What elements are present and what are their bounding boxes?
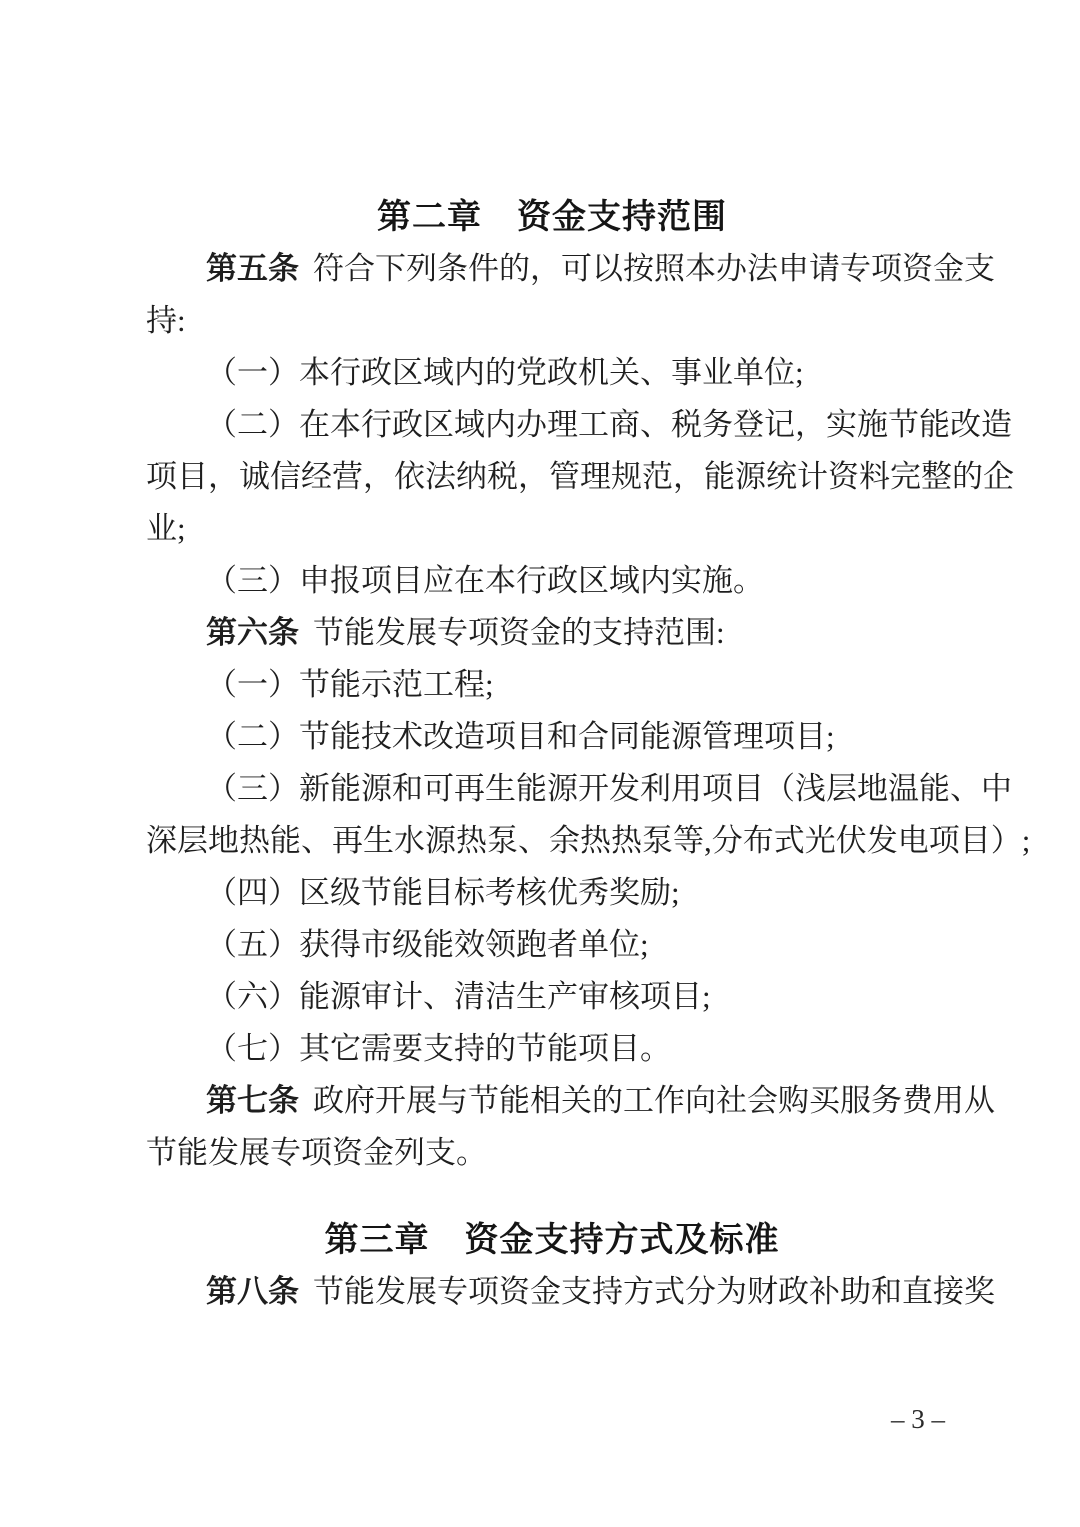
condition-item-2-line3: 业; bbox=[146, 511, 186, 546]
article6-label: 第六条 bbox=[206, 615, 299, 650]
page-number: – 3 – bbox=[891, 1404, 945, 1434]
scope-item-6: （六）能源审计、清洁生产审核项目; bbox=[206, 979, 711, 1014]
condition-item-2-line2: 项目，诚信经营，依法纳税，管理规范，能源统计资料完整的企 bbox=[146, 459, 1014, 494]
page-content bbox=[146, 191, 1031, 1318]
article7-line2: 节能发展专项资金列支。 bbox=[146, 1135, 487, 1170]
scope-item-2: （二）节能技术改造项目和合同能源管理项目; bbox=[206, 719, 835, 754]
article7-label: 第七条 bbox=[206, 1083, 299, 1118]
article8-line1 bbox=[146, 1266, 995, 1318]
article5-line1 bbox=[146, 243, 995, 295]
scope-item-3-line2: 深层地热能、再生水源热泵、余热热泵等,分布式光伏发电项目）; bbox=[146, 823, 1031, 858]
article5-line2: 持: bbox=[146, 303, 186, 338]
article8-label: 第八条 bbox=[206, 1274, 299, 1309]
scope-item-5: （五）获得市级能效领跑者单位; bbox=[206, 927, 649, 962]
scope-item-1: （一）节能示范工程; bbox=[206, 667, 494, 702]
condition-item-1: （一）本行政区域内的党政机关、事业单位; bbox=[206, 355, 804, 390]
article7-line1 bbox=[146, 1075, 995, 1127]
scope-item-4: （四）区级节能目标考核优秀奖励; bbox=[206, 875, 680, 910]
article5-line1-text: 符合下列条件的，可以按照本办法申请专项资金支 bbox=[313, 251, 995, 286]
chapter3-heading: 第三章 资金支持方式及标准 bbox=[324, 1221, 780, 1259]
article6-line1-text: 节能发展专项资金的支持范围: bbox=[313, 615, 725, 650]
article6-line1 bbox=[146, 607, 958, 659]
article5-label: 第五条 bbox=[206, 251, 299, 286]
article8-line1-text: 节能发展专项资金支持方式分为财政补助和直接奖 bbox=[313, 1274, 995, 1309]
condition-item-3: （三）申报项目应在本行政区域内实施。 bbox=[206, 563, 764, 598]
scope-item-7: （七）其它需要支持的节能项目。 bbox=[206, 1031, 671, 1066]
chapter2-heading: 第二章 资金支持范围 bbox=[377, 198, 727, 236]
scope-item-3-line1: （三）新能源和可再生能源开发利用项目（浅层地温能、中 bbox=[206, 771, 1012, 806]
article7-line1-text: 政府开展与节能相关的工作向社会购买服务费用从 bbox=[313, 1083, 995, 1118]
condition-item-2-line1: （二）在本行政区域内办理工商、税务登记，实施节能改造 bbox=[206, 407, 1012, 442]
